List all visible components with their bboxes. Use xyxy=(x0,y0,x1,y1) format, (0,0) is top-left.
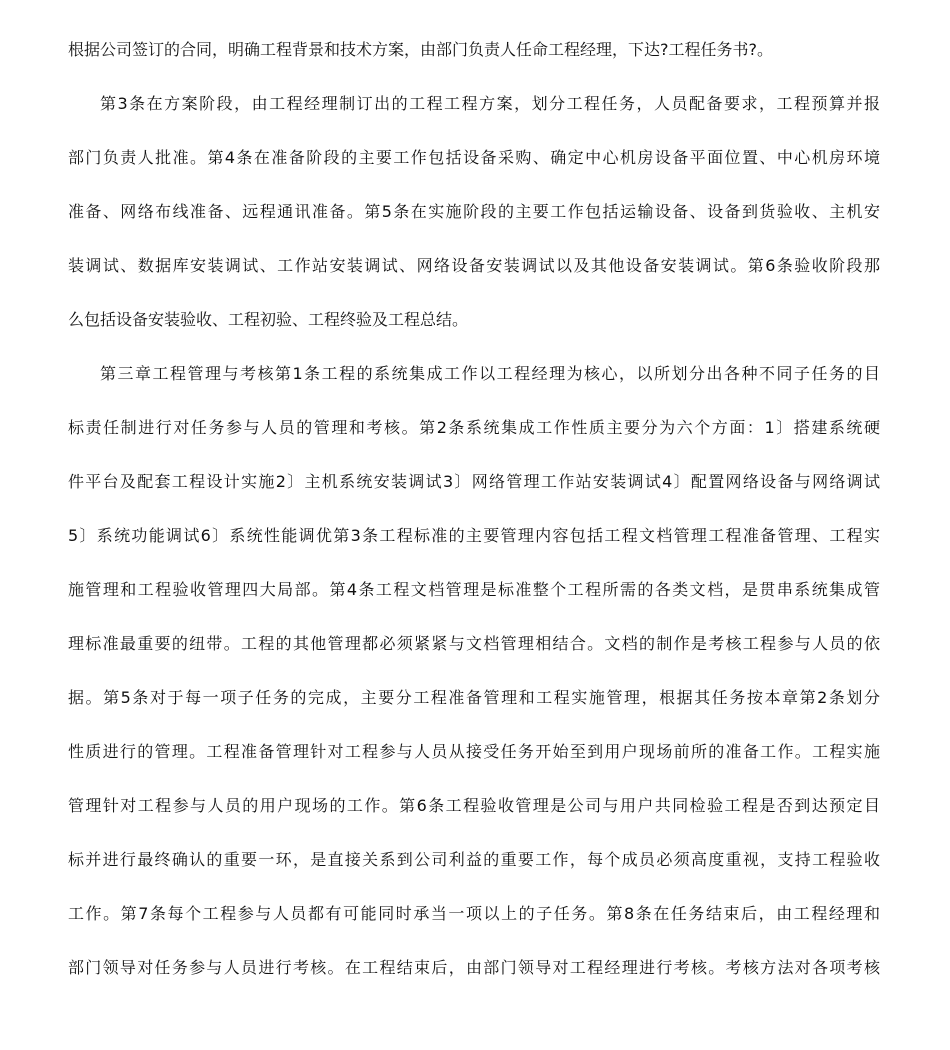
paragraph-line: 工作。第7条每个工程参与人员都有可能同时承当一项以上的子任务。第8条在任务结束后，由工程经理和 xyxy=(68,904,880,923)
paragraph-line: 第3条在方案阶段，由工程经理制订出的工程工程方案，划分工程任务，人员配备要求，工程预算并报 xyxy=(100,94,880,113)
paragraph-line: 件平台及配套工程设计实施2〕主机系统安装调试3〕网络管理工作站安装调试4〕配置网络设备与网络调试 xyxy=(68,472,880,491)
paragraph-line: 根据公司签订的合同，明确工程背景和技术方案，由部门负责人任命工程经理，下达?工程任务书?。 xyxy=(68,40,773,59)
paragraph-line: 理标准最重要的纽带。工程的其他管理都必须紧紧与文档管理相结合。文档的制作是考核工程参与人员的依 xyxy=(68,634,880,653)
paragraph-line: 据。第5条对于每一项子任务的完成，主要分工程准备管理和工程实施管理，根据其任务按本章第2条划分 xyxy=(68,688,880,707)
paragraph-line: 部门负责人批准。第4条在准备阶段的主要工作包括设备采购、确定中心机房设备平面位置、中心机房环境 xyxy=(68,148,880,167)
paragraph-line: 部门领导对任务参与人员进行考核。在工程结束后，由部门领导对工程经理进行考核。考核方法对各项考核 xyxy=(68,958,880,977)
paragraph-line: 5〕系统功能调试6〕系统性能调优第3条工程标准的主要管理内容包括工程文档管理工程准备管理、工程实 xyxy=(68,526,880,545)
paragraph-line: 第三章工程管理与考核第1条工程的系统集成工作以工程经理为核心，以所划分出各种不同子任务的目 xyxy=(100,364,880,383)
paragraph-line: 施管理和工程验收管理四大局部。第4条工程文档管理是标准整个工程所需的各类文档，是贯串系统集成管 xyxy=(68,580,880,599)
paragraph-line: 准备、网络布线准备、远程通讯准备。第5条在实施阶段的主要工作包括运输设备、设备到货验收、主机安 xyxy=(68,202,880,221)
paragraph-line: 管理针对工程参与人员的用户现场的工作。第6条工程验收管理是公司与用户共同检验工程是否到达预定目 xyxy=(68,796,880,815)
paragraph-line: 标责任制进行对任务参与人员的管理和考核。第2条系统集成工作性质主要分为六个方面：1〕搭建系统硬 xyxy=(68,418,880,437)
paragraph-line: 么包括设备安装验收、工程初验、工程终验及工程总结。 xyxy=(68,310,469,329)
paragraph-line: 性质进行的管理。工程准备管理针对工程参与人员从接受任务开始至到用户现场前所的准备工作。工程实施 xyxy=(68,742,880,761)
paragraph-line: 装调试、数据库安装调试、工作站安装调试、网络设备安装调试以及其他设备安装调试。第6条验收阶段那 xyxy=(68,256,880,275)
paragraph-line: 标并进行最终确认的重要一环，是直接关系到公司利益的重要工作，每个成员必须高度重视，支持工程验收 xyxy=(68,850,880,869)
